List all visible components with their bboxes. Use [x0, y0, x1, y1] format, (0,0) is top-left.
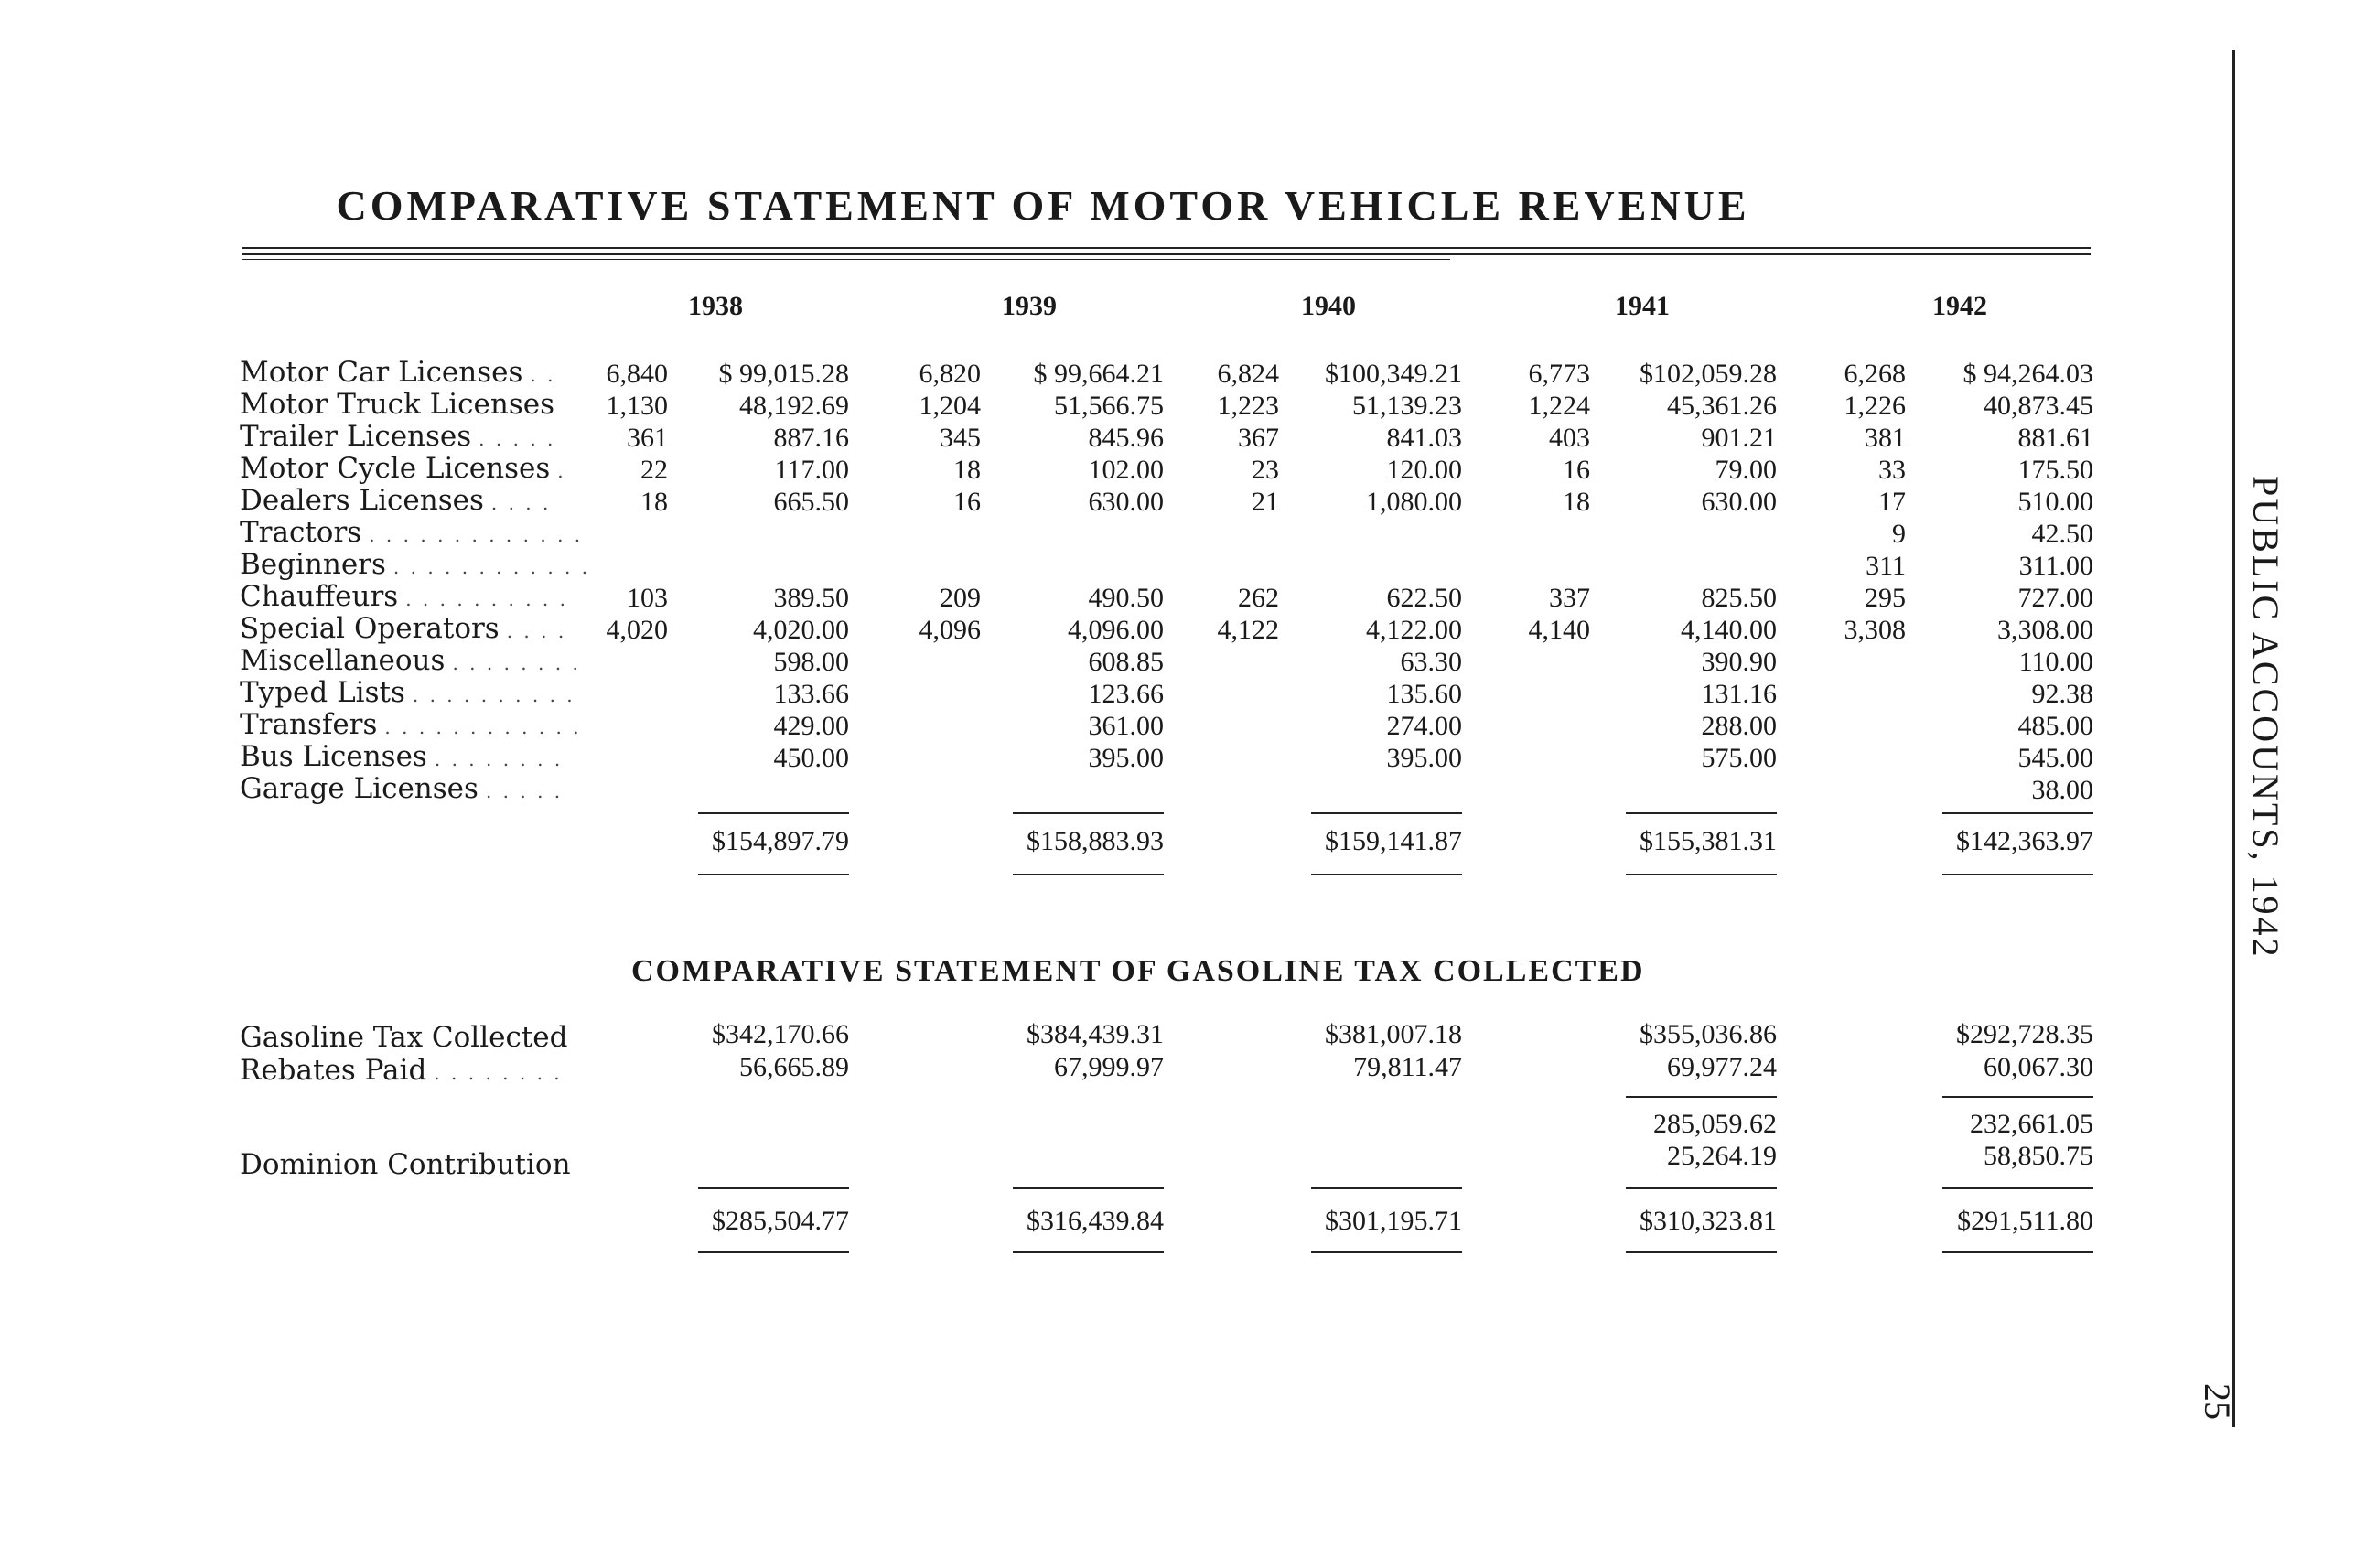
rebates-cell: 56,665.89	[739, 1052, 849, 1082]
running-header: PUBLIC ACCOUNTS, 1942	[2245, 476, 2286, 960]
gas-total-rule-bottom	[1626, 1251, 1777, 1253]
total-rule-bottom	[1942, 874, 2093, 875]
dot-leader: . . . . . . . . . .	[412, 684, 575, 706]
count-cell: 367	[1238, 423, 1279, 453]
total-cell: $155,381.31	[1640, 826, 1777, 856]
rebates-cell: 79,811.47	[1353, 1052, 1462, 1082]
amount-cell: $102,059.28	[1640, 359, 1777, 389]
amount-cell: 841.03	[1386, 423, 1462, 453]
amount-cell: 390.90	[1701, 647, 1777, 677]
row-label-text: Special Operators	[240, 612, 500, 645]
amount-cell: 825.50	[1701, 583, 1777, 613]
amount-cell: 395.00	[1088, 743, 1164, 773]
count-cell: 21	[1252, 487, 1279, 517]
total-rule-top	[1311, 812, 1462, 814]
amount-cell: 630.00	[1701, 487, 1777, 517]
row-label	[240, 1054, 563, 1087]
amount-cell: $100,349.21	[1325, 359, 1462, 389]
subtotal-rule	[1942, 1096, 2093, 1098]
net-cell: 285,059.62	[1653, 1109, 1777, 1139]
dominion-cell: 25,264.19	[1667, 1141, 1777, 1171]
amount-cell: 40,873.45	[1984, 391, 2093, 421]
collected-cell: $381,007.18	[1325, 1019, 1462, 1049]
count-cell: 33	[1878, 455, 1906, 485]
collected-cell: $384,439.31	[1027, 1019, 1164, 1049]
collected-cell: $292,728.35	[1956, 1019, 2093, 1049]
count-cell: 17	[1878, 487, 1906, 517]
dot-leader: . . . . .	[485, 780, 564, 802]
rebates-cell: 69,977.24	[1667, 1052, 1777, 1082]
count-cell: 403	[1549, 423, 1590, 453]
total-rule-bottom	[698, 874, 849, 875]
collected-cell: $355,036.86	[1640, 1019, 1777, 1049]
amount-cell: 389.50	[773, 583, 849, 613]
row-label-text: Tractors	[240, 516, 362, 549]
dominion-cell: 58,850.75	[1984, 1141, 2093, 1171]
dot-leader: . . . . . . . .	[452, 652, 581, 674]
amount-cell: $ 99,664.21	[1033, 359, 1164, 389]
amount-cell: 133.66	[773, 679, 849, 709]
title-rule-mid	[242, 253, 2091, 255]
amount-cell: 175.50	[2017, 455, 2093, 485]
amount-cell: 42.50	[2031, 519, 2093, 549]
row-label	[240, 644, 581, 677]
count-cell: 361	[627, 423, 668, 453]
row-label: Gasoline Tax Collected	[240, 1021, 568, 1054]
count-cell: 18	[953, 455, 981, 485]
row-label-text: Miscellaneous	[240, 644, 446, 677]
amount-cell: 288.00	[1701, 711, 1777, 741]
amount-cell: 887.16	[773, 423, 849, 453]
count-cell: 337	[1549, 583, 1590, 613]
amount-cell: 510.00	[2017, 487, 2093, 517]
gas-total-cell: $285,504.77	[712, 1206, 849, 1236]
dot-leader: . . . .	[506, 620, 567, 642]
year-header: 1939	[1002, 291, 1057, 321]
gas-total-rule-top	[698, 1187, 849, 1189]
count-cell: 1,130	[606, 391, 668, 421]
amount-cell: 490.50	[1088, 583, 1164, 613]
gas-total-rule-bottom	[698, 1251, 849, 1253]
count-cell: 345	[940, 423, 981, 453]
count-cell: 3,308	[1844, 615, 1906, 645]
gas-total-rule-top	[1013, 1187, 1164, 1189]
amount-cell: 665.50	[773, 487, 849, 517]
amount-cell: 48,192.69	[739, 391, 849, 421]
total-rule-top	[1626, 812, 1777, 814]
year-header: 1942	[1932, 291, 1987, 321]
count-cell: 262	[1238, 583, 1279, 613]
count-cell: 6,268	[1844, 359, 1906, 389]
count-cell: 4,140	[1528, 615, 1590, 645]
row-label	[240, 740, 563, 773]
row-label-text: Rebates Paid	[240, 1054, 427, 1087]
dot-leader: . . . . . . . . . . . . .	[369, 524, 584, 546]
count-cell: 6,840	[606, 359, 668, 389]
amount-cell: 131.16	[1701, 679, 1777, 709]
count-cell: 381	[1865, 423, 1906, 453]
dot-leader: . . . . .	[479, 428, 556, 450]
gas-total-cell: $310,323.81	[1640, 1206, 1777, 1236]
count-cell: 4,096	[919, 615, 981, 645]
net-cell: 232,661.05	[1970, 1109, 2093, 1139]
row-label	[240, 772, 563, 805]
row-label-text: Bus Licenses	[240, 740, 427, 773]
amount-cell: 622.50	[1386, 583, 1462, 613]
amount-cell: 608.85	[1088, 647, 1164, 677]
row-label-text: Transfers	[240, 708, 378, 741]
subtotal-rule	[1626, 1096, 1777, 1098]
row-label: Dominion Contribution	[240, 1148, 571, 1181]
title-rule-bottom	[242, 259, 1450, 260]
amount-cell: 727.00	[2017, 583, 2093, 613]
amount-cell: 79.00	[1715, 455, 1777, 485]
dot-leader: . . . . . . . .	[434, 748, 564, 770]
amount-cell: 4,122.00	[1366, 615, 1462, 645]
amount-cell: 845.96	[1088, 423, 1164, 453]
row-label-text: Motor Truck Licenses	[240, 388, 554, 421]
amount-cell: 4,096.00	[1068, 615, 1164, 645]
dot-leader: . . . . . . . . . .	[405, 588, 568, 610]
row-label-text: Motor Cycle Licenses	[240, 452, 551, 485]
amount-cell: 4,020.00	[753, 615, 849, 645]
gas-total-cell: $301,195.71	[1325, 1206, 1462, 1236]
gas-total-rule-top	[1626, 1187, 1777, 1189]
dot-leader: . . . .	[490, 492, 552, 514]
count-cell: 18	[640, 487, 668, 517]
count-cell: 6,773	[1528, 359, 1590, 389]
total-cell: $154,897.79	[712, 826, 849, 856]
amount-cell: 429.00	[773, 711, 849, 741]
amount-cell: 450.00	[773, 743, 849, 773]
amount-cell: 485.00	[2017, 711, 2093, 741]
page-number: 25	[2197, 1383, 2238, 1420]
row-label	[240, 516, 583, 549]
total-rule-top	[1942, 812, 2093, 814]
amount-cell: 311.00	[2018, 551, 2093, 581]
amount-cell: 598.00	[773, 647, 849, 677]
amount-cell: 881.61	[2017, 423, 2093, 453]
count-cell: 22	[640, 455, 668, 485]
total-cell: $158,883.93	[1027, 826, 1164, 856]
amount-cell: 1,080.00	[1366, 487, 1462, 517]
count-cell: 103	[627, 583, 668, 613]
row-label-text: Chauffeurs	[240, 580, 399, 613]
amount-cell: 545.00	[2017, 743, 2093, 773]
amount-cell: 38.00	[2031, 775, 2093, 805]
count-cell: 18	[1563, 487, 1590, 517]
amount-cell: 4,140.00	[1681, 615, 1777, 645]
dot-leader: . . . . . . . . . . . .	[384, 716, 582, 738]
total-cell: $159,141.87	[1325, 826, 1462, 856]
gas-total-rule-top	[1311, 1187, 1462, 1189]
page-title: COMPARATIVE STATEMENT OF MOTOR VEHICLE REVENUE	[336, 182, 1750, 229]
year-header: 1941	[1615, 291, 1670, 321]
count-cell: 6,824	[1217, 359, 1279, 389]
rebates-cell: 60,067.30	[1984, 1052, 2093, 1082]
amount-cell: 63.30	[1400, 647, 1462, 677]
total-cell: $142,363.97	[1956, 826, 2093, 856]
amount-cell: $ 94,264.03	[1962, 359, 2093, 389]
dot-leader: . . . . . . . .	[434, 1062, 563, 1084]
amount-cell: 51,139.23	[1352, 391, 1462, 421]
total-rule-bottom	[1311, 874, 1462, 875]
amount-cell: 123.66	[1088, 679, 1164, 709]
gas-total-rule-bottom	[1013, 1251, 1164, 1253]
row-label-text: Beginners	[240, 548, 386, 581]
amount-cell: 135.60	[1386, 679, 1462, 709]
total-rule-bottom	[1626, 874, 1777, 875]
gas-total-cell: $316,439.84	[1027, 1206, 1164, 1236]
amount-cell: 575.00	[1701, 743, 1777, 773]
amount-cell: 395.00	[1386, 743, 1462, 773]
count-cell: 9	[1892, 519, 1906, 549]
row-label	[240, 676, 575, 709]
gas-total-cell: $291,511.80	[1957, 1206, 2093, 1236]
count-cell: 4,122	[1217, 615, 1279, 645]
amount-cell: $ 99,015.28	[718, 359, 849, 389]
count-cell: 6,820	[919, 359, 981, 389]
row-label-text: Garage Licenses	[240, 772, 479, 805]
amount-cell: 361.00	[1088, 711, 1164, 741]
row-label-text: Trailer Licenses	[240, 420, 472, 453]
gas-total-rule-bottom	[1311, 1251, 1462, 1253]
count-cell: 4,020	[606, 615, 668, 645]
amount-cell: 274.00	[1386, 711, 1462, 741]
row-label-text: Dealers Licenses	[240, 484, 484, 517]
gas-total-rule-bottom	[1942, 1251, 2093, 1253]
gas-total-rule-top	[1942, 1187, 2093, 1189]
count-cell: 1,204	[919, 391, 981, 421]
title-rule-top	[242, 247, 2091, 249]
row-label	[240, 708, 582, 741]
total-rule-bottom	[1013, 874, 1164, 875]
count-cell: 1,224	[1528, 391, 1590, 421]
amount-cell: 45,361.26	[1667, 391, 1777, 421]
amount-cell: 92.38	[2031, 679, 2093, 709]
rebates-cell: 67,999.97	[1054, 1052, 1164, 1082]
row-label	[240, 548, 590, 581]
count-cell: 209	[940, 583, 981, 613]
amount-cell: 901.21	[1701, 423, 1777, 453]
gasoline-section-title: COMPARATIVE STATEMENT OF GASOLINE TAX COLLECTED	[631, 954, 1645, 988]
row-label-text: Typed Lists	[240, 676, 405, 709]
total-rule-top	[1013, 812, 1164, 814]
count-cell: 1,223	[1217, 391, 1279, 421]
count-cell: 16	[953, 487, 981, 517]
amount-cell: 630.00	[1088, 487, 1164, 517]
margin-rule	[2232, 50, 2235, 1427]
amount-cell: 3,308.00	[1997, 615, 2093, 645]
year-header: 1938	[688, 291, 743, 321]
total-rule-top	[698, 812, 849, 814]
dot-leader: . . . . . . . . . . . .	[392, 556, 591, 578]
count-cell: 1,226	[1844, 391, 1906, 421]
count-cell: 295	[1865, 583, 1906, 613]
collected-cell: $342,170.66	[712, 1019, 849, 1049]
dot-leader: .	[557, 460, 566, 482]
count-cell: 23	[1252, 455, 1279, 485]
amount-cell: 51,566.75	[1054, 391, 1164, 421]
count-cell: 311	[1866, 551, 1906, 581]
amount-cell: 102.00	[1088, 455, 1164, 485]
amount-cell: 117.00	[774, 455, 849, 485]
count-cell: 16	[1563, 455, 1590, 485]
dot-leader: . .	[530, 364, 556, 386]
row-label-text: Motor Car Licenses	[240, 356, 523, 389]
amount-cell: 120.00	[1386, 455, 1462, 485]
amount-cell: 110.00	[2018, 647, 2093, 677]
year-header: 1940	[1301, 291, 1356, 321]
